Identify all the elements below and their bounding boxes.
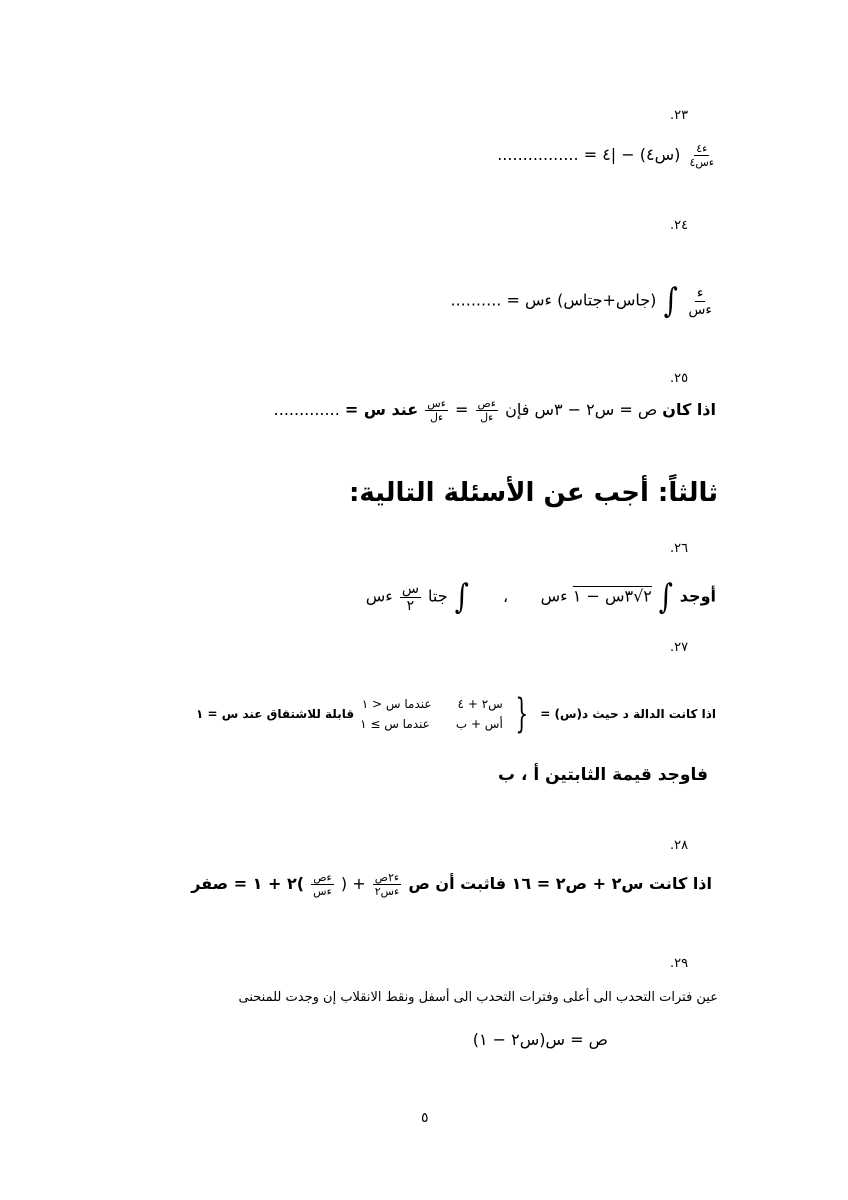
integral-sign-icon: ∫ bbox=[454, 577, 469, 617]
equation-27: اذا كانت الدالة د حيث د(س) = { س٢ + ٤ عندما س < ١ أس + ب عندما س ≥ ١ قابلة للاشتقاق عند س = ١ bbox=[195, 691, 716, 737]
first-derivative-fraction: $\frac{\text{ءص}}{\text{ءس}}$ bbox=[313, 871, 332, 898]
equation-26: أوجد ∫ ٢√٣س − ١ ءس ، ∫ جتا $\frac{\text{س}}{٢}$ ءس bbox=[365, 577, 716, 617]
answer-blank: ............. bbox=[273, 400, 340, 419]
equation-28: اذا كانت س٢ + ص٢ = ١٦ فاثبت أن ص $\frac{\text{ء٢ص}}{\text{ءس٢}}$ + ( $\frac{\text{ءص}}{\text{ءس}}$ )٢ + ١ = صفر bbox=[191, 871, 712, 898]
find-constants-line: فاوجد قيمة الثابتين أ ، ب bbox=[498, 765, 708, 785]
section-heading: ثالثاً: أجب عن الأسئلة التالية: bbox=[348, 478, 718, 508]
equation-29: ص = س(س٢ − ١) bbox=[472, 1030, 608, 1049]
answer-blank: ................ bbox=[497, 145, 579, 164]
equation-23 bbox=[497, 143, 718, 168]
question-number-28: .٢٨ bbox=[670, 838, 689, 853]
integral-sign-icon: ∫ bbox=[658, 577, 673, 617]
piecewise-case-1: س٢ + ٤ عندما س < ١ bbox=[361, 697, 503, 711]
question-29-text: عين فترات التحدب الى أعلى وفترات التحدب الى أسفل ونقط الانقلاب إن وجدت للمنحنى bbox=[238, 990, 718, 1005]
question-number-29: .٢٩ bbox=[670, 956, 689, 971]
left-brace-icon: { bbox=[515, 691, 528, 737]
piecewise-cases bbox=[360, 697, 503, 731]
question-number-27: .٢٧ bbox=[670, 640, 689, 655]
question-number-24: .٢٤ bbox=[670, 218, 689, 233]
question-number-26: .٢٦ bbox=[670, 541, 689, 556]
equation-25: اذا كان ص = س٢ − ٣س فإن $\frac{\text{ءص}}{\text{ءل}}$ = $\frac{\text{ءس}}{\text{ءل}}$ عند س = ............. bbox=[273, 397, 716, 424]
equation-24 bbox=[450, 281, 717, 321]
derivative-operator-fraction: $\frac{\text{ء}}{\text{ءس}}$ bbox=[688, 284, 712, 318]
fraction-dy-dl: $\frac{\text{ءص}}{\text{ءل}}$ bbox=[477, 397, 496, 424]
fraction-x-over-2: $\frac{\text{س}}{٢}$ bbox=[401, 580, 419, 614]
radical-expression: ٢√٣س − ١ bbox=[572, 586, 652, 606]
second-derivative-fraction: $\frac{\text{ء٢ص}}{\text{ءس٢}}$ bbox=[374, 871, 400, 898]
integrand-24: (جاس+جتاس) ءس = bbox=[506, 290, 657, 310]
fraction-dx-dl: $\frac{\text{ءس}}{\text{ءل}}$ bbox=[427, 397, 446, 424]
question-number-25: .٢٥ bbox=[670, 371, 689, 386]
equation-23-body: (س٤) − |٤ = bbox=[583, 145, 681, 164]
question-number-23: .٢٣ bbox=[670, 108, 689, 123]
page-number: ٥ bbox=[421, 1110, 429, 1126]
derivative-fraction: $\frac{\text{ء٤}}{\text{ءس٤}}$ bbox=[689, 142, 714, 169]
integral-sign-icon: ∫ bbox=[663, 281, 678, 321]
piecewise-case-2: أس + ب عندما س ≥ ١ bbox=[360, 717, 503, 731]
answer-blank: .......... bbox=[450, 290, 502, 310]
